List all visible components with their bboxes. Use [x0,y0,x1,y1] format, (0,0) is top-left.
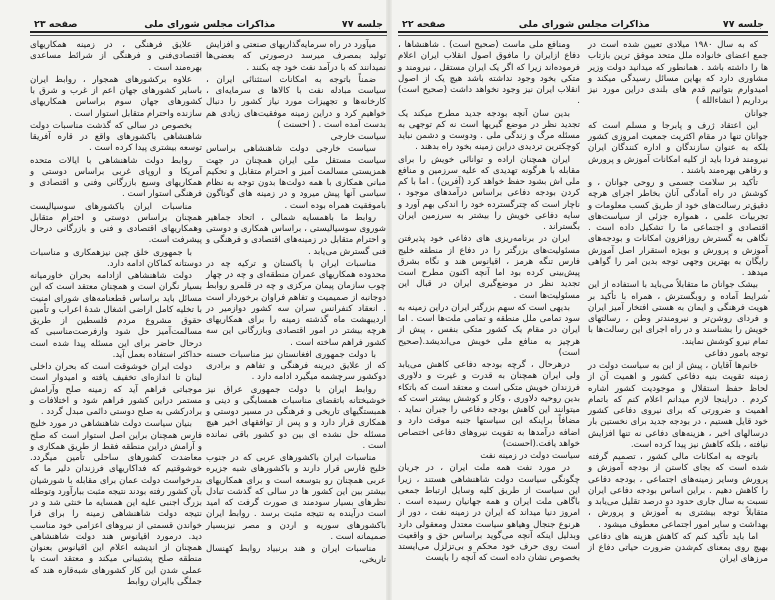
paragraph: بدین سان آنچه بودجه جدید مطرح میکند یک تجدید نظر در موضع گیریها است نه کم توجهی به مسئله مرگ و زندگی ملی . ودوست و دشمن نباید کوچکترین تردیدی دراین زمینه بخود راه بدهند . [398,108,580,153]
paragraph: روابط ایران با دولت جمهوری عراق نیز خوشبختانه باتقضای مناسبات همسایگی و دینی و همبستگیهای تاریخی و فرهنگی در مسیر دوستی و همکاری قرار دارد و و پس از توافقهای اخیر هیچ مسئله حل نشده ای بین دو کشور باقی نمانده است . [206,384,386,451]
session-number: جلسه ۷۷ [722,19,764,30]
paragraph: روابط ما باهمسایه شمالی ، اتحاد جماهیر شوروی سوسیالیستی ، براساس همکاری و دوستی و احترام متقابل در زمینه‌های اقتصادی و فرهنگی و فنی گسترش می‌یابد . [206,212,386,257]
paragraph: بنیان سیاست دولت شاهنشاهی در مورد خلیج فارس همچنان براین اصل استوار است که صلح و آرامش دراین منطقه فقط از طریق همکاری و معاضدت کشورهای ساحلی تأمین میگردد. خوشوقتیم که فداکاریهای فرزندان دلیر ما که بدرخواست دولت عمان برای مقابله با شورشیان بآن کشور رفته بودند نتیجه مثبت ببارآورد وتوطئه بزرگ اجنبی علیه این همسایه ما خنثی شد و در نتیجه دولت شاهنشاهی زمینه را برای فرا خواندن قسمتی از نیروهای اعزامی خود مناسب دید. درمورد اقیانوس هند دولت شاهنشاهی همچنان از اندیشه اعلام این اقیانوس بعنوان منطقه صلح پشتیبانی میکند و معتقد است با عملی شدن این کار کشورهای شبه‌قاره هند که جملگی باایران روابط [30,419,202,587]
paragraph: ایران همچنان اراده و توانائی خویش را برای مقابله با هرگونه تهدیدی که علیه سرزمین و منافع ملی اش بشود حفظ خواهد کرد (آفرین) . اما با کم کردن بودجه دفاعی براساس درآمدهای موجود ، ناچار است که چترگسترده خود را اندکی بهم آورد و سایه دفاعی خویش را بیشتر به سرزمین ایران بگستراند . [398,154,580,232]
section-heading: سیاست دولت در زمینه نفت [480,451,580,461]
paragraph: تأکید بر سلامت جسمی و روحی جوانان ، و کوشش در راه آمادگی آنان بخاطر اجرای هرچه دقیق‌تر رسالت‌های خود از طریق کسب معلومات و تجربیات علمی ، همواره جزئی از سیاست‌های اقتصادی و اجتماعی ما را تشکیل داده است . نگاهی به گسترش روزافزون امکانات و بودجه‌های آموزش و پرورش و بویژه استقرار اصل آموزش رایگان به بهترین وجهی توجه بدین امر را گواهی میدهد . [588,178,768,278]
paragraph: خانم‌ها آقایان ، پیش از این به سیاست دولت در زمینه تقویت بنیه دفاعی کشور و اهمیت آن از لحاظ حفظ استقلال و موجودیت کشور اشاره کردم . دراینجا لازم میدانم اعلام کنم که باتمام اهمیت و ضرورتی که برای نیروی دفاعی کشور خود قایل هستیم ، در بودجه جدید برای نخستین بار درسالهای اخیر ، هزینه‌های دفاعی نه تنها افزایش نیافته ، بلکه کاهش نیز پیدا کرده است. [588,361,768,450]
paragraph: مناسبات ایران باکشورهای سوسیالیست همچنان براساس دوستی و احترام متقابل وهمکاریهای اقتصادی و فنی و بازرگانی درحال پیشرفت است. [30,201,202,246]
scan-speck [768,290,770,292]
paragraph: بخصوص در سالی که گذشت مناسبات دولت شاهنشاهی باکشورهای واقع در قاره آفریقا توسعه بیشتری پیدا کرده است . [30,120,202,154]
text-column-right [588,40,768,565]
paragraph: بیشک جوانان ما متقابلاً می‌باید با استفاده از این شرایط آماده و روبگسترش ، همراه با تأکید بر هویت فرهنگی و ایمان به هستی افتخار آمیز ایران و فردای روشن‌تر و نیرومندتر وطن ، رسالتهای خویش را بشناسند و در راه اجرای این رسالت‌ها با تمام نیرو کوشش نمایند. [588,280,768,347]
publication-title: مذاکرات مجلس شورای ملی [518,19,650,30]
paragraph: ومنافع ملی ماست (صحیح است) . شاهنشاها ، دفاع ازایران را مافوق اصول انقلاب ایران اعلام فرموده‌اند زیرا که اگر یک ایران مستقل ، نیرومند و متکی بخود وجود نداشته باشد هیچ یک از اصول انقلاب ایران نیز وجود نخواهد داشت (صحیح است) . [398,40,580,107]
text-column-left [398,40,580,565]
text-column-right [206,40,386,565]
paragraph: مناسبات ایران و هند برنبیاد روابط کهنسال تاریخی، [206,544,386,566]
section-heading: جوانان [744,108,768,119]
paragraph: با جمهوری خلق چین نیزهمکاری و مناسبات دوستانه کماکان ادامه دارد. [30,247,202,269]
section-heading: سیاست خارجی [330,132,386,142]
paragraph: مناسبات ایران باکشورهای عربی که در جنوب خلیج فارس قرار دارند و باکشورهای شبه جزیره عربی همچنان رو بتوسعه است و برای همکاریهای بیشتر بین این کشور ها در سالی که گذشت تبادل نظرهای بسیار سودمند ی صورت گرفت که امید است درآینده به نتیجه مثبت برسد . روابط ایران باکشورهای سوریه و اردن و مصر نیزبسیار صمیمانه است . [206,453,386,542]
page-number: صفحه ۲۲ [402,19,446,30]
paragraph: دولت شاهنشاهی ازادامه بحران خاورمیانه بسیار نگران است و همچنان معتقد است که این مسائل باید براساس قطعنامه‌های شورای امنیت با تخلیه کامل اراضی اشغال شدهٔ اعراب و تأمین حقوق مشروع مردم فلسطین از طریق مسالمت‌آمیز حل شود وازفرصت‌مناسبی که درحال حاضر برای این مسئله پیدا شده است حداکثر استفاده بعمل آید. [30,271,202,360]
paragraph: روابط دولت شاهنشاهی با ایالات متحده آمریکا و اروپای غربی براساس دوستی و همکاریهای وسیع بازرگانی وفنی و اقتصادی و فرهنگی استوار است . [30,155,202,200]
session-number: جلسه ۷۷ [341,19,383,30]
paragraph: مناسبات ایران با پاکستان و ترکیه چه در محدوده همکاریهای عمران منطقه‌ای و چه در چهار چوب سازمان پیمان مرکزی و چه در قلمرو روابط دوجانبه از صمیمیت و تفاهم فراوان برخوردار است . انعقاد کنفرانس سران سه کشور دوازمیر در اردیبهشت ماه گذشته زمینه را برای همکاریهای هرچه بیشتر در امور اقتصادی وبازرگانی این سه کشور فراهم ساخته است . [206,258,386,348]
paragraph: علایق فرهنگی ، در زمینه همکاریهای اقتصادی‌فنی و فرهنگی از شرائط مساعدی بهره‌مند است . [30,40,202,73]
paragraph: میآورد در راه سرمایه‌گذاریهای صنعتی و افزایش تولید بمصرف میرسد درصورتی که بعضی‌ها نمیدانند که با درآمد نفت خود چه بکنند . [206,40,386,73]
paragraph: اما باید تأکید کنم که کاهش هزینه های دفاعی بهیچ روی بمعنای کم‌شدن ضرورت حیاتی دفاع از مرزهای ایران [588,531,768,565]
paragraph: این اعتقاد ژرف و پابرجا و مسلم است که جوانان تنها در مقام اکثریت جمعیت امروزی کشور بلکه به عنوان سازندگان و اداره کنندگان ایران نیرومند فردا باید از کلیه امکانات آموزش و پرورش و رفاهی بهره‌مند باشند . [588,120,768,176]
paragraph: ایران در برنامه‌ریزی های دفاعی خود پذیرفتن مسئولیت‌های بزرگتر را در دفاع از منطقه خلیج فارس تنگه هرمز ، اقیانوس هند و نگاه بشرق پیش‌بینی کرده بود اما آنچه اکنون مطرح است تجدید نظر در موضع‌گیری ایران در قبال این مسئولیت‌ها است . [398,234,580,301]
paragraph: سیاست خارجی دولت شاهنشاهی براساس سیاست مستقل ملی ایران همچنان در جهت همزیستی مسالمت آمیز و احترام متقابل و تحکیم مبانی همکاری با همه دولت‌ها بدون توجه به نظام سیاسی آنها پیش میرود و در زمینه های گوناگون باموفقیت همراه بوده است . [206,144,386,211]
page-header [30,20,387,33]
page-number: صفحه ۲۳ [34,19,78,30]
text-column-left [30,40,202,587]
paragraph: باتوجه به امکانات مالی کشور ، تصمیم گرفته شده است که بجای کاستن از بودجه آموزش و پرورش وسایر زمینه‌های اجتماعی ، بودجه دفاعی را کاهش دهیم . براین اساس بودجه دفاعی ایران نسبت به سال جاری حدود دو درصد تقلیل می‌یابد و متقابلاً توجه بیشتری به آموزش و پرورش ، بهداشت و سایر امور اجتماعی معطوف میشود . [588,452,768,530]
paragraph: ضمناً باتوجه به امکانات استثنائی ایران ، سیاست مبادله نفت با کالاها ی سرمایه‌ای ، کارخانه‌ها و تجهیزات مورد نیاز کشور را دنبال خواهیم کرد و دراین زمینه موفقیت‌های زیادی هم بدست آمده است . ( احسنت ) [206,74,386,130]
paragraph: دولت ایران خوشوقت است که بحران داخلی لبنان تا اندازه‌ای تخفیف یافته و امیدوار است موجباتی فراهم آید که زمینه صلح وآرامش مستمر دراین کشور فراهم شود و اختلافات و برادرکشی به صلح دوستی دائمی مبدل گردد . [30,362,202,417]
section-heading: توجه بامور دفاعی [704,348,768,359]
paragraph: که به سال ۱۹۸۰ میلادی تعیین شده است در جمع اعضای خانواده ملل متحد موفق ترین بازتاب ها را داشته باشد . همانطور که میدانید دولت وزیر مشاوری دارد که بهاین مسائل رسیدگی میکند و امیدوارم بتوانیم قدم های بلندی دراین مورد نیز برداریم ( انشاءالله ) [588,40,768,107]
paragraph: با دولت جمهوری افغانستان نیز مناسبات حسنه که از علایق دیرینه فرهنگی و تفاهم و برادری دوکشور سرچشمه میگیرد ادامه دارد . [206,349,386,383]
page-header [398,20,768,33]
paragraph: علاوه برکشورهای همجوار ، روابط ایران باسایر کشورهای جهان اعم از غرب و شرق با کشورهای جهان سوم براساس همکاریهای سازنده واحترام متقابل استوار است . [30,74,202,119]
paragraph: درهرحال ، گرچه بودجه دفاعی کاهش می‌یابد ولی ایران همچنان به قدرت و غیرت و دلاوری فرزندان خویش متکی است و معتقد است که باتکاء بدین روحیه دلاوری ، وکار و کوشش بیشتر است که میتوانند این کاهش بودجه دفاعی را جبران نماید . مضافاً براینکه این سیاستها جنبه موقت دارد و اضافه درآمدها به تقویت نیروهای دفاعی اختصاص خواهد یافت.(احسنت) [398,360,580,449]
publication-title: مذاکرات مجلس شورای ملی [144,19,276,30]
paragraph: بدیهی است که سهم بزرگتر ایران دراین زمینه به سود تمامی ملل منطقه و تمامی ملت‌ها است . اما ایران در مقام یک کشور متکی بنفس ، پیش از هرچیز به منافع ملی خویش می‌اندیشد.(صحیح است) [398,302,580,358]
page-right [390,0,775,600]
paragraph: در مورد نفت همه ملت ایران ، در جریان چگونگی سیاست دولت شاهنشاهی هستند ، زیرا این سیاست از طریق کلیه وسایل ارتباط جمعی باگاهی ملت ایران و همه جهانیان رسیده است . امروز دنیا میداند که ایران در زمینه نفت ، دور از هرنوع جنجال وهیاهو سیاست معتدل ومعقولی دارد وبدلیل اینکه آنچه می‌گوید براساس حق و واقعیت است روی حرف خود محکم و بی‌تزلزل می‌ایستد بخصوص نشان داده است که آنچه را بایست [398,463,580,564]
